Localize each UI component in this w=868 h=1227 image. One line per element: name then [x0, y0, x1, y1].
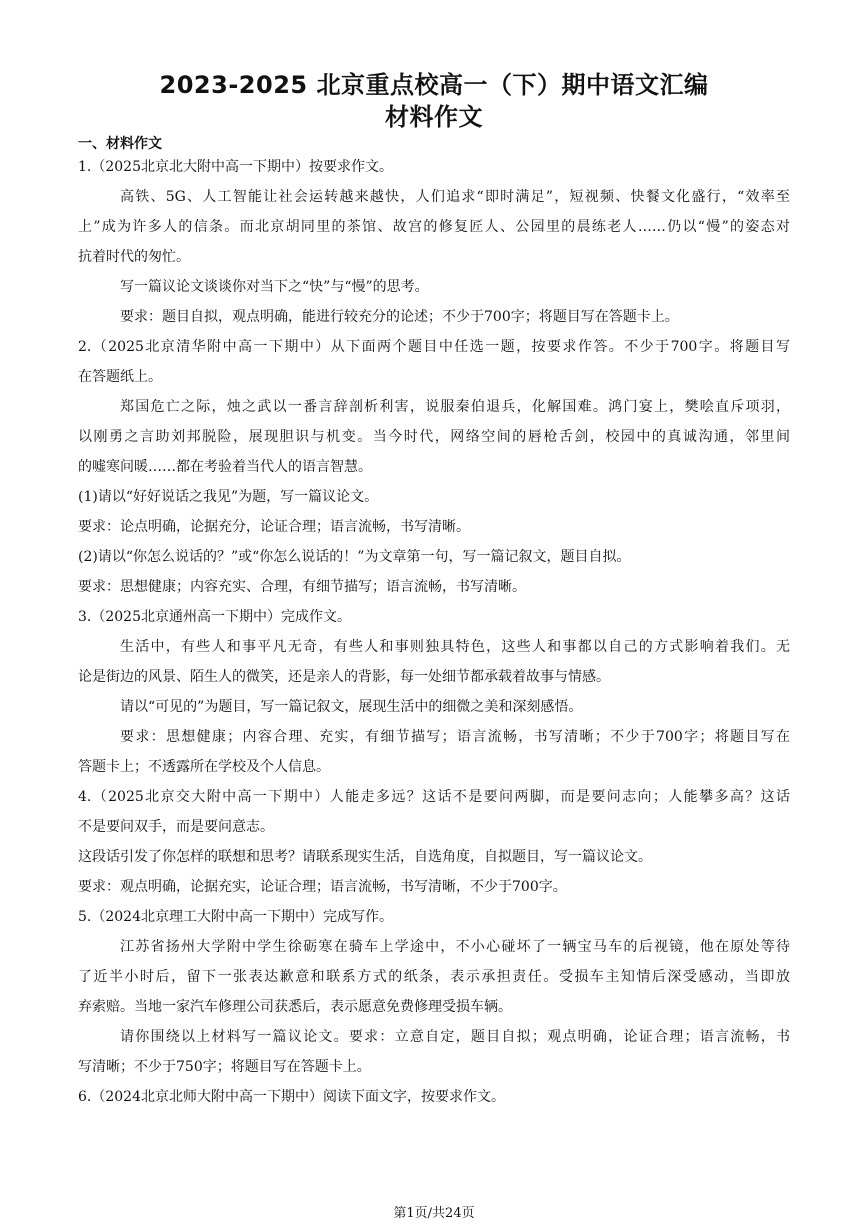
- document-title: 2023-2025 北京重点校高一（下）期中语文汇编: [159, 71, 709, 99]
- question-6-heading: 6.（2024北京北师大附中高一下期中）阅读下面文字，按要求作文。: [78, 1089, 505, 1105]
- question-3-material: 论是街边的风景、陌生人的微笑，还是亲人的背影，每一处细节都承载着故事与情感。: [78, 669, 610, 685]
- question-1-requirements: 要求：题目自拟，观点明确，能进行较充分的论述；不少于700字；将题目写在答题卡上。: [120, 309, 679, 325]
- question-1-material: 抗着时代的匆忙。: [78, 249, 190, 265]
- question-1-heading: 1.（2025北京北大附中高一下期中）按要求作文。: [78, 159, 393, 175]
- question-3-heading: 3.（2025北京通州高一下期中）完成作文。: [78, 609, 351, 625]
- question-2-option-1: (1)请以“好好说话之我见”为题，写一篇议论文。: [78, 489, 379, 505]
- question-1-material: 上”成为许多人的信条。而北京胡同里的茶馆、故宫的修复匠人、公园里的晨练老人……仍以“慢”的姿态对: [78, 219, 790, 235]
- question-2-material: 的嘘寒问暖……都在考验着当代人的语言智慧。: [78, 459, 372, 475]
- question-4-prompt: 这段话引发了你怎样的联想和思考？请联系现实生活，自选角度，自拟题目，写一篇议论文。: [78, 849, 652, 865]
- question-5-heading: 5.（2024北京理工大附中高一下期中）完成写作。: [78, 909, 393, 925]
- question-2-option-2: (2)请以“你怎么说话的？”或“你怎么说话的！”为文章第一句，写一篇记叙文，题目自拟。: [78, 549, 631, 565]
- question-2-material: 郑国危亡之际，烛之武以一番言辞剖析利害，说服秦伯退兵，化解国难。鸿门宴上，樊哙直斥项羽，: [120, 399, 790, 415]
- question-5-material: 了近半小时后，留下一张表达歉意和联系方式的纸条，表示承担责任。受损车主知情后深受感动，当即放: [78, 969, 790, 985]
- question-3-requirements: 要求：思想健康；内容合理、充实，有细节描写；语言流畅，书写清晰；不少于700字；将题目写在: [120, 729, 790, 745]
- question-4-heading: 不是要问双手，而是要问意志。: [78, 819, 274, 835]
- question-1-prompt: 写一篇议论文谈谈你对当下之“快”与“慢”的思考。: [120, 279, 429, 295]
- question-2-option-2-requirements: 要求：思想健康；内容充实、合理，有细节描写；语言流畅，书写清晰。: [78, 579, 526, 595]
- question-5-material: 弃索赔。当地一家汽车修理公司获悉后，表示愿意免费修理受损车辆。: [78, 999, 512, 1015]
- question-5-prompt: 请你围绕以上材料写一篇议论文。要求：立意自定，题目自拟；观点明确，论证合理；语言流畅，书: [120, 1029, 790, 1045]
- question-3-prompt: 请以“可见的”为题目，写一篇记叙文，展现生活中的细微之美和深刻感悟。: [120, 699, 583, 715]
- question-3-requirements: 答题卡上；不透露所在学校及个人信息。: [78, 759, 330, 775]
- question-5-prompt: 写清晰；不少于750字；将题目写在答题卡上。: [78, 1059, 371, 1075]
- question-4-requirements: 要求：观点明确，论据充实，论证合理；语言流畅，书写清晰，不少于700字。: [78, 879, 567, 895]
- section-heading: 一、材料作文: [78, 136, 162, 152]
- page-footer: 第1页/共24页: [393, 1206, 475, 1221]
- question-1-material: 高铁、5G、人工智能让社会运转越来越快，人们追求“即时满足”，短视频、快餐文化盛行，“效率至: [120, 189, 790, 205]
- question-2-material: 以刚勇之言助刘邦脱险，展现胆识与机变。当今时代，网络空间的唇枪舌剑，校园中的真诚沟通，邻里间: [78, 429, 790, 445]
- question-2-heading: 2.（2025北京清华附中高一下期中）从下面两个题目中任选一题，按要求作答。不少于700字。将题目写: [78, 339, 790, 355]
- question-2-heading: 在答题纸上。: [78, 369, 162, 385]
- question-2-option-1-requirements: 要求：论点明确，论据充分，论证合理；语言流畅，书写清晰。: [78, 519, 470, 535]
- question-4-heading: 4.（2025北京交大附中高一下期中）人能走多远？这话不是要问两脚，而是要问志向；人能攀多高？这话: [78, 789, 790, 805]
- question-3-material: 生活中，有些人和事平凡无奇，有些人和事则独具特色，这些人和事都以自己的方式影响着我们。无: [120, 639, 790, 655]
- question-5-material: 江苏省扬州大学附中学生徐砺寒在骑车上学途中，不小心碰坏了一辆宝马车的后视镜，他在原处等待: [120, 939, 790, 955]
- document-subtitle: 材料作文: [385, 103, 483, 131]
